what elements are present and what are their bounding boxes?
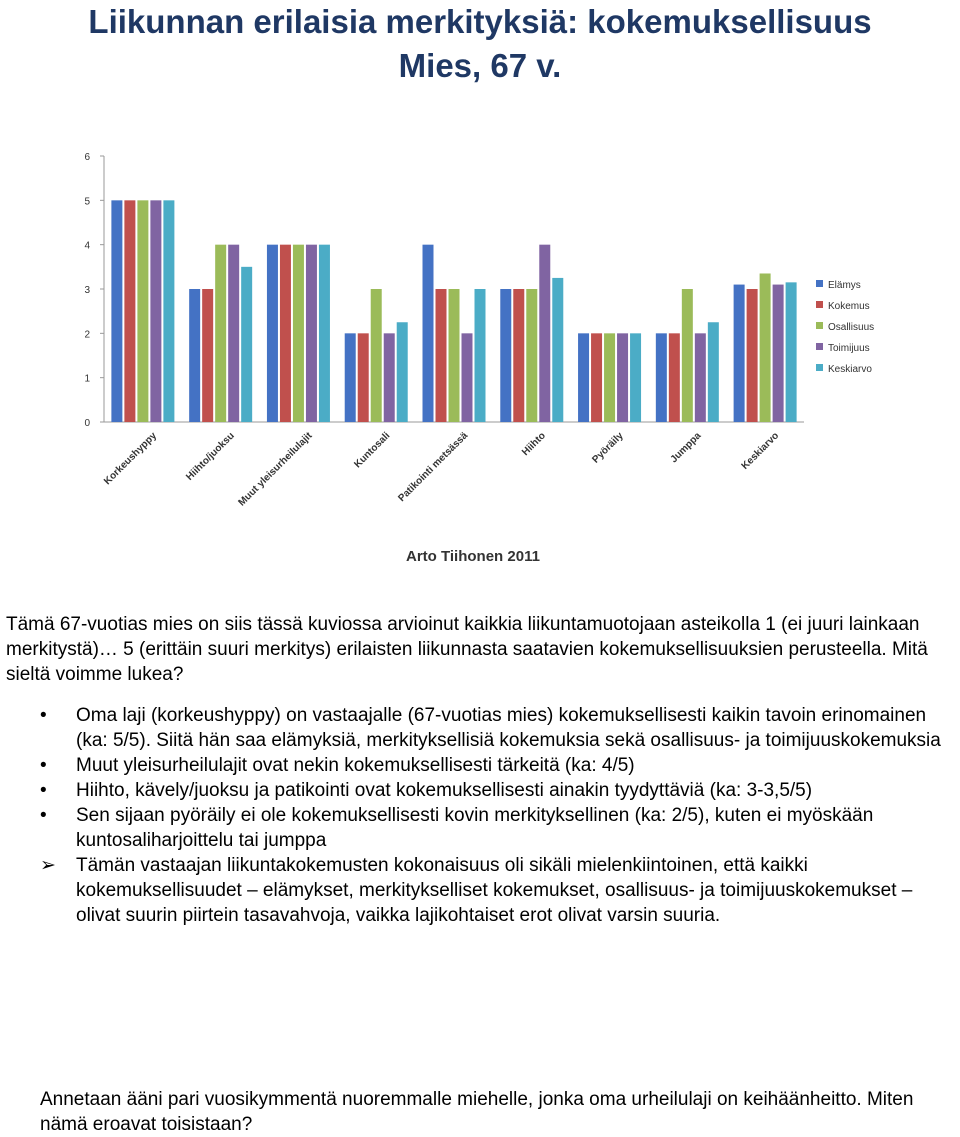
bar [202, 289, 213, 422]
bar [293, 245, 304, 422]
bar [578, 333, 589, 422]
legend-swatch [816, 322, 823, 329]
title-line-2: Mies, 67 v. [398, 47, 562, 84]
bar [436, 289, 447, 422]
bar [423, 245, 434, 422]
bar [475, 289, 486, 422]
bar [656, 333, 667, 422]
bar [539, 245, 550, 422]
body-text [6, 612, 956, 928]
chart-credit: Arto Tiihonen 2011 [406, 548, 540, 565]
title-line-1: Liikunnan erilaisia merkityksiä: kokemuksellisuus [88, 3, 872, 40]
bar [241, 267, 252, 422]
y-tick-label: 6 [84, 152, 90, 163]
bullet-marker: • [40, 705, 47, 726]
y-tick-label: 4 [84, 240, 90, 252]
bar [163, 200, 174, 422]
bar [786, 282, 797, 422]
bar [150, 200, 161, 422]
bar [267, 245, 278, 422]
bar [682, 289, 693, 422]
bar [734, 285, 745, 422]
closing-paragraph: Annetaan ääni pari vuosikymmentä nuoremmalle miehelle, jonka oma urheilulaji on keihäänheitto. Miten nämä eroavat toisistaan? [40, 1089, 914, 1135]
x-tick-label: Patikointi metsässä [396, 430, 471, 505]
bar [773, 285, 784, 422]
bar [111, 200, 122, 422]
bar [371, 289, 382, 422]
x-tick-label: Jumppa [668, 430, 704, 466]
x-tick-label: Hiihto/juoksu [184, 430, 237, 483]
bar [358, 333, 369, 422]
arrow-item [6, 853, 956, 928]
legend-label: Toimijuus [828, 343, 870, 354]
x-tick-label: Muut yleisurheilulajit [236, 430, 315, 509]
bullet-marker: • [40, 805, 47, 826]
bullet-item [6, 803, 956, 853]
bullet-list [6, 703, 956, 928]
bar [215, 245, 226, 422]
bar [124, 200, 135, 422]
legend-label: Kokemus [828, 301, 870, 312]
bar [306, 245, 317, 422]
chart-title [0, 0, 960, 88]
bullet-text: Hiihto, kävely/juoksu ja patikointi ovat kokemuksellisesti ainakin tyydyttäviä (ka: 3-3,5/5) [76, 780, 813, 801]
x-tick-label: Hiihto [520, 430, 548, 459]
bar [137, 200, 148, 422]
legend-label: Osallisuus [828, 322, 875, 333]
bar [397, 322, 408, 422]
y-tick-label: 5 [84, 196, 90, 208]
bar [526, 289, 537, 422]
legend-swatch [816, 343, 823, 350]
bar-chart [0, 120, 960, 540]
bar [345, 333, 356, 422]
arrow-marker: ➢ [40, 855, 56, 876]
bullet-text: Sen sijaan pyöräily ei ole kokemuksellisesti kovin merkityksellinen (ka: 2/5), kuten ei myöskään kuntosaliharjoittelu tai jumppa [76, 805, 874, 851]
bar [280, 245, 291, 422]
x-tick-label: Korkeushyppy [102, 430, 160, 488]
bullet-item [6, 753, 956, 778]
bar [552, 278, 563, 422]
bullet-marker: • [40, 780, 47, 801]
bar [462, 333, 473, 422]
bar [384, 333, 395, 422]
bar [591, 333, 602, 422]
intro-paragraph: Tämä 67-vuotias mies on siis tässä kuviossa arvioinut kaikkia liikuntamuotojaan asteikolla 1 (ei juuri lainkaan merkitystä)… 5 (erittäin suuri merkitys) erilaisten liikunnasta saatavien kokemuksellisuuksien perusteella. Mitä sieltä voimme lukea? [6, 614, 928, 685]
bar [760, 273, 771, 422]
bar [189, 289, 200, 422]
bar [500, 289, 511, 422]
bar [630, 333, 641, 422]
bar [604, 333, 615, 422]
bar [449, 289, 460, 422]
bar [747, 289, 758, 422]
legend-swatch [816, 364, 823, 371]
y-tick-label: 1 [84, 373, 90, 385]
bar [669, 333, 680, 422]
bullet-item [6, 778, 956, 803]
x-tick-label: Keskiarvo [739, 430, 782, 472]
bar [228, 245, 239, 422]
legend-label: Elämys [828, 280, 861, 291]
bullet-text: Oma laji (korkeushyppy) on vastaajalle (67-vuotias mies) kokemuksellisesti kaikin tavoin erinomainen (ka: 5/5). Siitä hän saa elämyksiä, merkityksellisiä kokemuksia sekä osallisuus- ja toimijuuskokemuksia [76, 705, 941, 751]
bar [513, 289, 524, 422]
bar [617, 333, 628, 422]
bullet-text: Muut yleisurheilulajit ovat nekin kokemuksellisesti tärkeitä (ka: 4/5) [76, 755, 635, 776]
legend-swatch [816, 301, 823, 308]
y-tick-label: 0 [84, 418, 90, 429]
x-tick-label: Pyöräily [590, 430, 626, 466]
bar [708, 322, 719, 422]
bullet-item [6, 703, 956, 753]
x-tick-label: Kuntosali [352, 430, 393, 471]
bullet-marker: • [40, 755, 47, 776]
legend-label: Keskiarvo [828, 364, 872, 375]
arrow-text: Tämän vastaajan liikuntakokemusten kokonaisuus oli sikäli mielenkiintoinen, että kaikki kokemuksellisuudet – elämykset, merkitykselliset kokemukset, osallisuus- ja toimijuuskokemukset – olivat suurin piirtein tasavahvoja, vaikka lajikohtaiset erot olivat varsin suuria. [76, 855, 913, 926]
legend-swatch [816, 280, 823, 287]
y-tick-label: 3 [84, 285, 90, 296]
y-tick-label: 2 [84, 329, 90, 341]
bar [319, 245, 330, 422]
bar [695, 333, 706, 422]
